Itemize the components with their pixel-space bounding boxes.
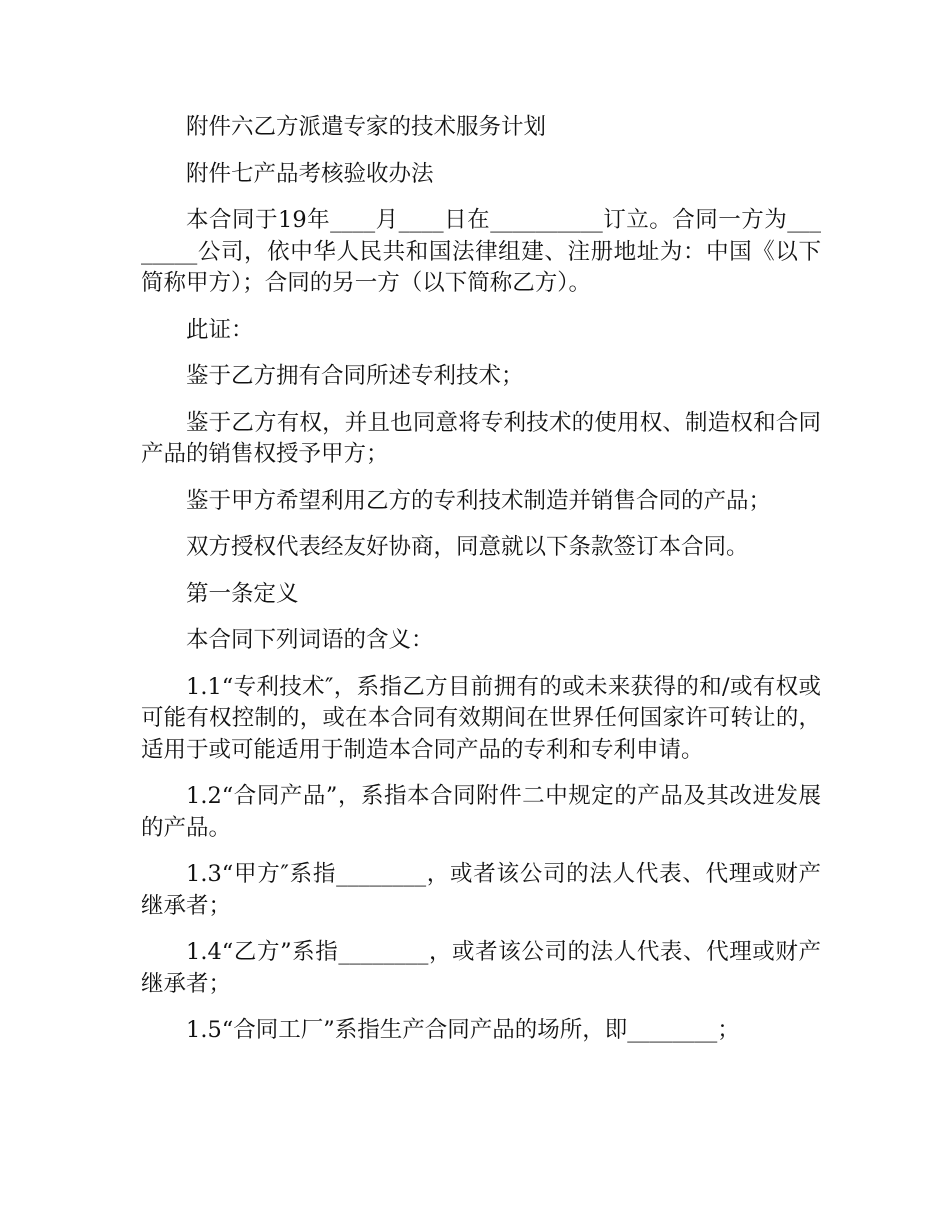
- paragraph-agreement: 双方授权代表经友好协商，同意就以下条款签订本合同。: [186, 534, 749, 560]
- document-body: [141, 112, 821, 1062]
- paragraph-annex-7: 附件七产品考核验收办法: [186, 160, 434, 187]
- clause-1-5: 1.5“合同工厂”系指生产合同产品的场所，即________；: [186, 1017, 740, 1043]
- paragraph-parties: 本合同于19年____月____日在__________订立。合同一方为________公司，依中华人民共和国法律组建、注册地址为：中国《以下简称甲方）；合同的另一方（以下简称乙方）。: [141, 207, 821, 296]
- article-1-heading: 第一条定义: [186, 580, 299, 607]
- clause-1-3: 1.3“甲方″系指________，或者该公司的法人代表、代理或财产继承者；: [141, 861, 821, 919]
- paragraph-annex-6: 附件六乙方派遣专家的技术服务计划: [186, 114, 547, 140]
- clause-1-1: 1.1“专利技术″，系指乙方目前拥有的或未来获得的和/或有权或可能有权控制的，或在本合同有效期间在世界任何国家许可转让的，适用于或可能适用于制造本合同产品的专利和专利申请。: [141, 673, 821, 763]
- paragraph-definitions-intro: 本合同下列词语的含义：: [186, 627, 434, 653]
- clause-1-4: 1.4“乙方”系指________，或者该公司的法人代表、代理或财产继承者；: [141, 939, 821, 997]
- paragraph-whereas-2: 鉴于乙方有权，并且也同意将专利技术的使用权、制造权和合同产品的销售权授予甲方；: [141, 409, 821, 467]
- paragraph-whereas-1: 鉴于乙方拥有合同所述专利技术；: [186, 363, 524, 389]
- clause-1-2: 1.2“合同产品”，系指本合同附件二中规定的产品及其改进发展的产品。: [141, 783, 821, 841]
- paragraph-whereas-3: 鉴于甲方希望利用乙方的专利技术制造并销售合同的产品；: [186, 487, 772, 514]
- paragraph-witness: 此证：: [186, 316, 254, 343]
